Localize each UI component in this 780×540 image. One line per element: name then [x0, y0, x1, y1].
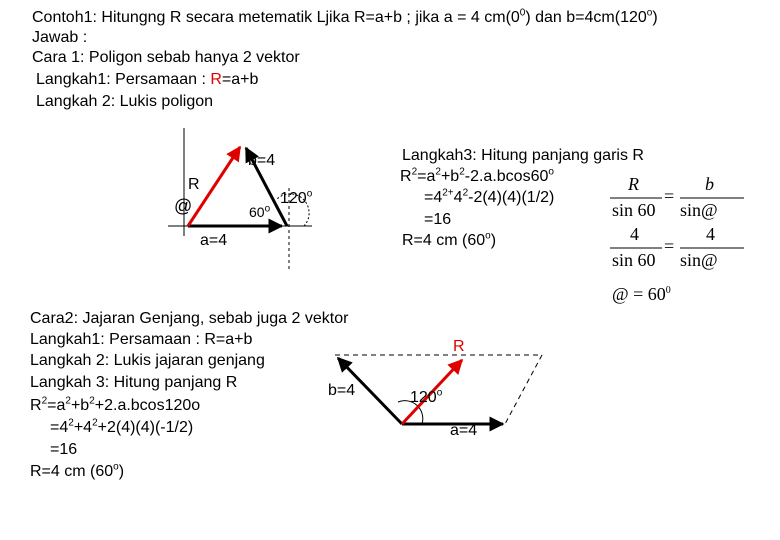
cara2-line-4: Langkah 3: Hitung panjang R — [30, 374, 238, 391]
parallelogram-label-120 — [410, 389, 442, 407]
superscript: 0 — [665, 285, 671, 296]
cara2-line-5 — [30, 396, 200, 416]
eq-text: ) — [490, 232, 497, 249]
eq-text: R — [30, 397, 42, 414]
equals-sign: = — [664, 186, 675, 206]
header-line-2: Jawab : — [32, 29, 88, 46]
label-b: b=4 — [248, 152, 276, 169]
eq-text: R=4 cm (60 — [402, 232, 486, 249]
superscript: 2+ — [442, 187, 454, 199]
equals-sign: = — [664, 236, 675, 256]
eq-text: ) — [118, 463, 125, 480]
superscript: 2 — [462, 187, 469, 199]
step3-title: Langkah3: Hitung panjang garis R — [402, 147, 644, 164]
superscript: o — [646, 7, 653, 19]
label-angle-at: @ — [174, 196, 193, 216]
cara2-line-6 — [50, 418, 193, 438]
superscript: o — [306, 188, 313, 200]
fraction-numerator: 4 — [706, 224, 715, 244]
eq-text: =a — [47, 397, 66, 414]
result-text: @ = 60 — [612, 284, 666, 304]
superscript: 2 — [92, 417, 98, 429]
cara2-line-3: Langkah 2: Lukis jajaran genjang — [30, 352, 265, 369]
fraction-denominator: sin 60 — [612, 250, 656, 270]
superscript: 2 — [435, 166, 441, 178]
fraction-numerator: b — [705, 174, 714, 194]
angle-value: 120 — [280, 190, 307, 207]
superscript: 2 — [459, 166, 465, 178]
eq-text: +b — [70, 397, 90, 414]
label-a: a=4 — [200, 232, 228, 249]
step3-eq3: =16 — [424, 211, 452, 228]
eq-text: R=4 cm (60 — [30, 463, 114, 480]
resultant-label: R — [210, 71, 222, 88]
superscript: o — [264, 203, 271, 215]
parallelogram-label-a: a=4 — [450, 422, 478, 439]
fraction-denominator: sin@ — [680, 250, 718, 270]
label-R: R — [188, 176, 200, 193]
parallelogram-label-R: R — [453, 338, 465, 355]
superscript: 2 — [68, 417, 74, 429]
eq-text: +b — [440, 168, 460, 185]
eq-text: -2(4)(4)(1/2) — [468, 189, 555, 206]
fraction-denominator: sin@ — [680, 200, 718, 220]
superscript: 0 — [519, 7, 526, 19]
eq-text: +4 — [73, 419, 93, 436]
eq-text: =4 — [424, 189, 443, 206]
superscript: 2 — [89, 395, 95, 407]
cara2-line-1: Cara2: Jajaran Genjang, sebab juga 2 vektor — [30, 310, 349, 327]
angle-value: 60 — [249, 204, 265, 220]
angle-value: 120 — [410, 389, 437, 406]
parallelogram-label-b: b=4 — [328, 382, 356, 399]
eq-text: +2(4)(4)(-1/2) — [97, 419, 194, 436]
superscript: o — [548, 166, 554, 178]
header-line-3: Cara 1: Poligon sebab hanya 2 vektor — [32, 49, 300, 66]
eq-text: R — [400, 168, 412, 185]
header-text: ) — [652, 9, 658, 26]
header-text: Langkah1: Persamaan : — [36, 71, 211, 88]
angle-result — [612, 284, 671, 305]
eq-text: =a — [417, 168, 436, 185]
eq-text: 4 — [453, 189, 463, 206]
cara2-line-8 — [30, 462, 124, 482]
eq-text: =4 — [50, 419, 69, 436]
superscript: o — [485, 230, 491, 242]
header-line-5: Langkah 2: Lukis poligon — [36, 93, 214, 110]
superscript: o — [436, 387, 443, 399]
superscript: o — [113, 461, 119, 473]
superscript: 2 — [411, 166, 418, 178]
fraction-denominator: sin 60 — [612, 200, 656, 220]
eq-text: -2.a.bcos60 — [464, 168, 549, 185]
header-text: Contoh1: Hitungng R secara metematik Ljika R=a+b ; jika a = 4 cm(0 — [32, 9, 520, 26]
superscript: 2 — [41, 395, 48, 407]
eq-text: +2.a.bcos120o — [94, 397, 201, 414]
fraction-numerator: R — [628, 174, 639, 194]
fraction-numerator: 4 — [630, 224, 639, 244]
header-text: =a+b — [221, 71, 259, 88]
superscript: 2 — [65, 395, 71, 407]
header-text: ) dan b=4cm(120 — [525, 9, 647, 26]
cara2-line-2: Langkah1: Persamaan : R=a+b — [30, 331, 253, 348]
cara2-line-7: =16 — [50, 441, 78, 458]
